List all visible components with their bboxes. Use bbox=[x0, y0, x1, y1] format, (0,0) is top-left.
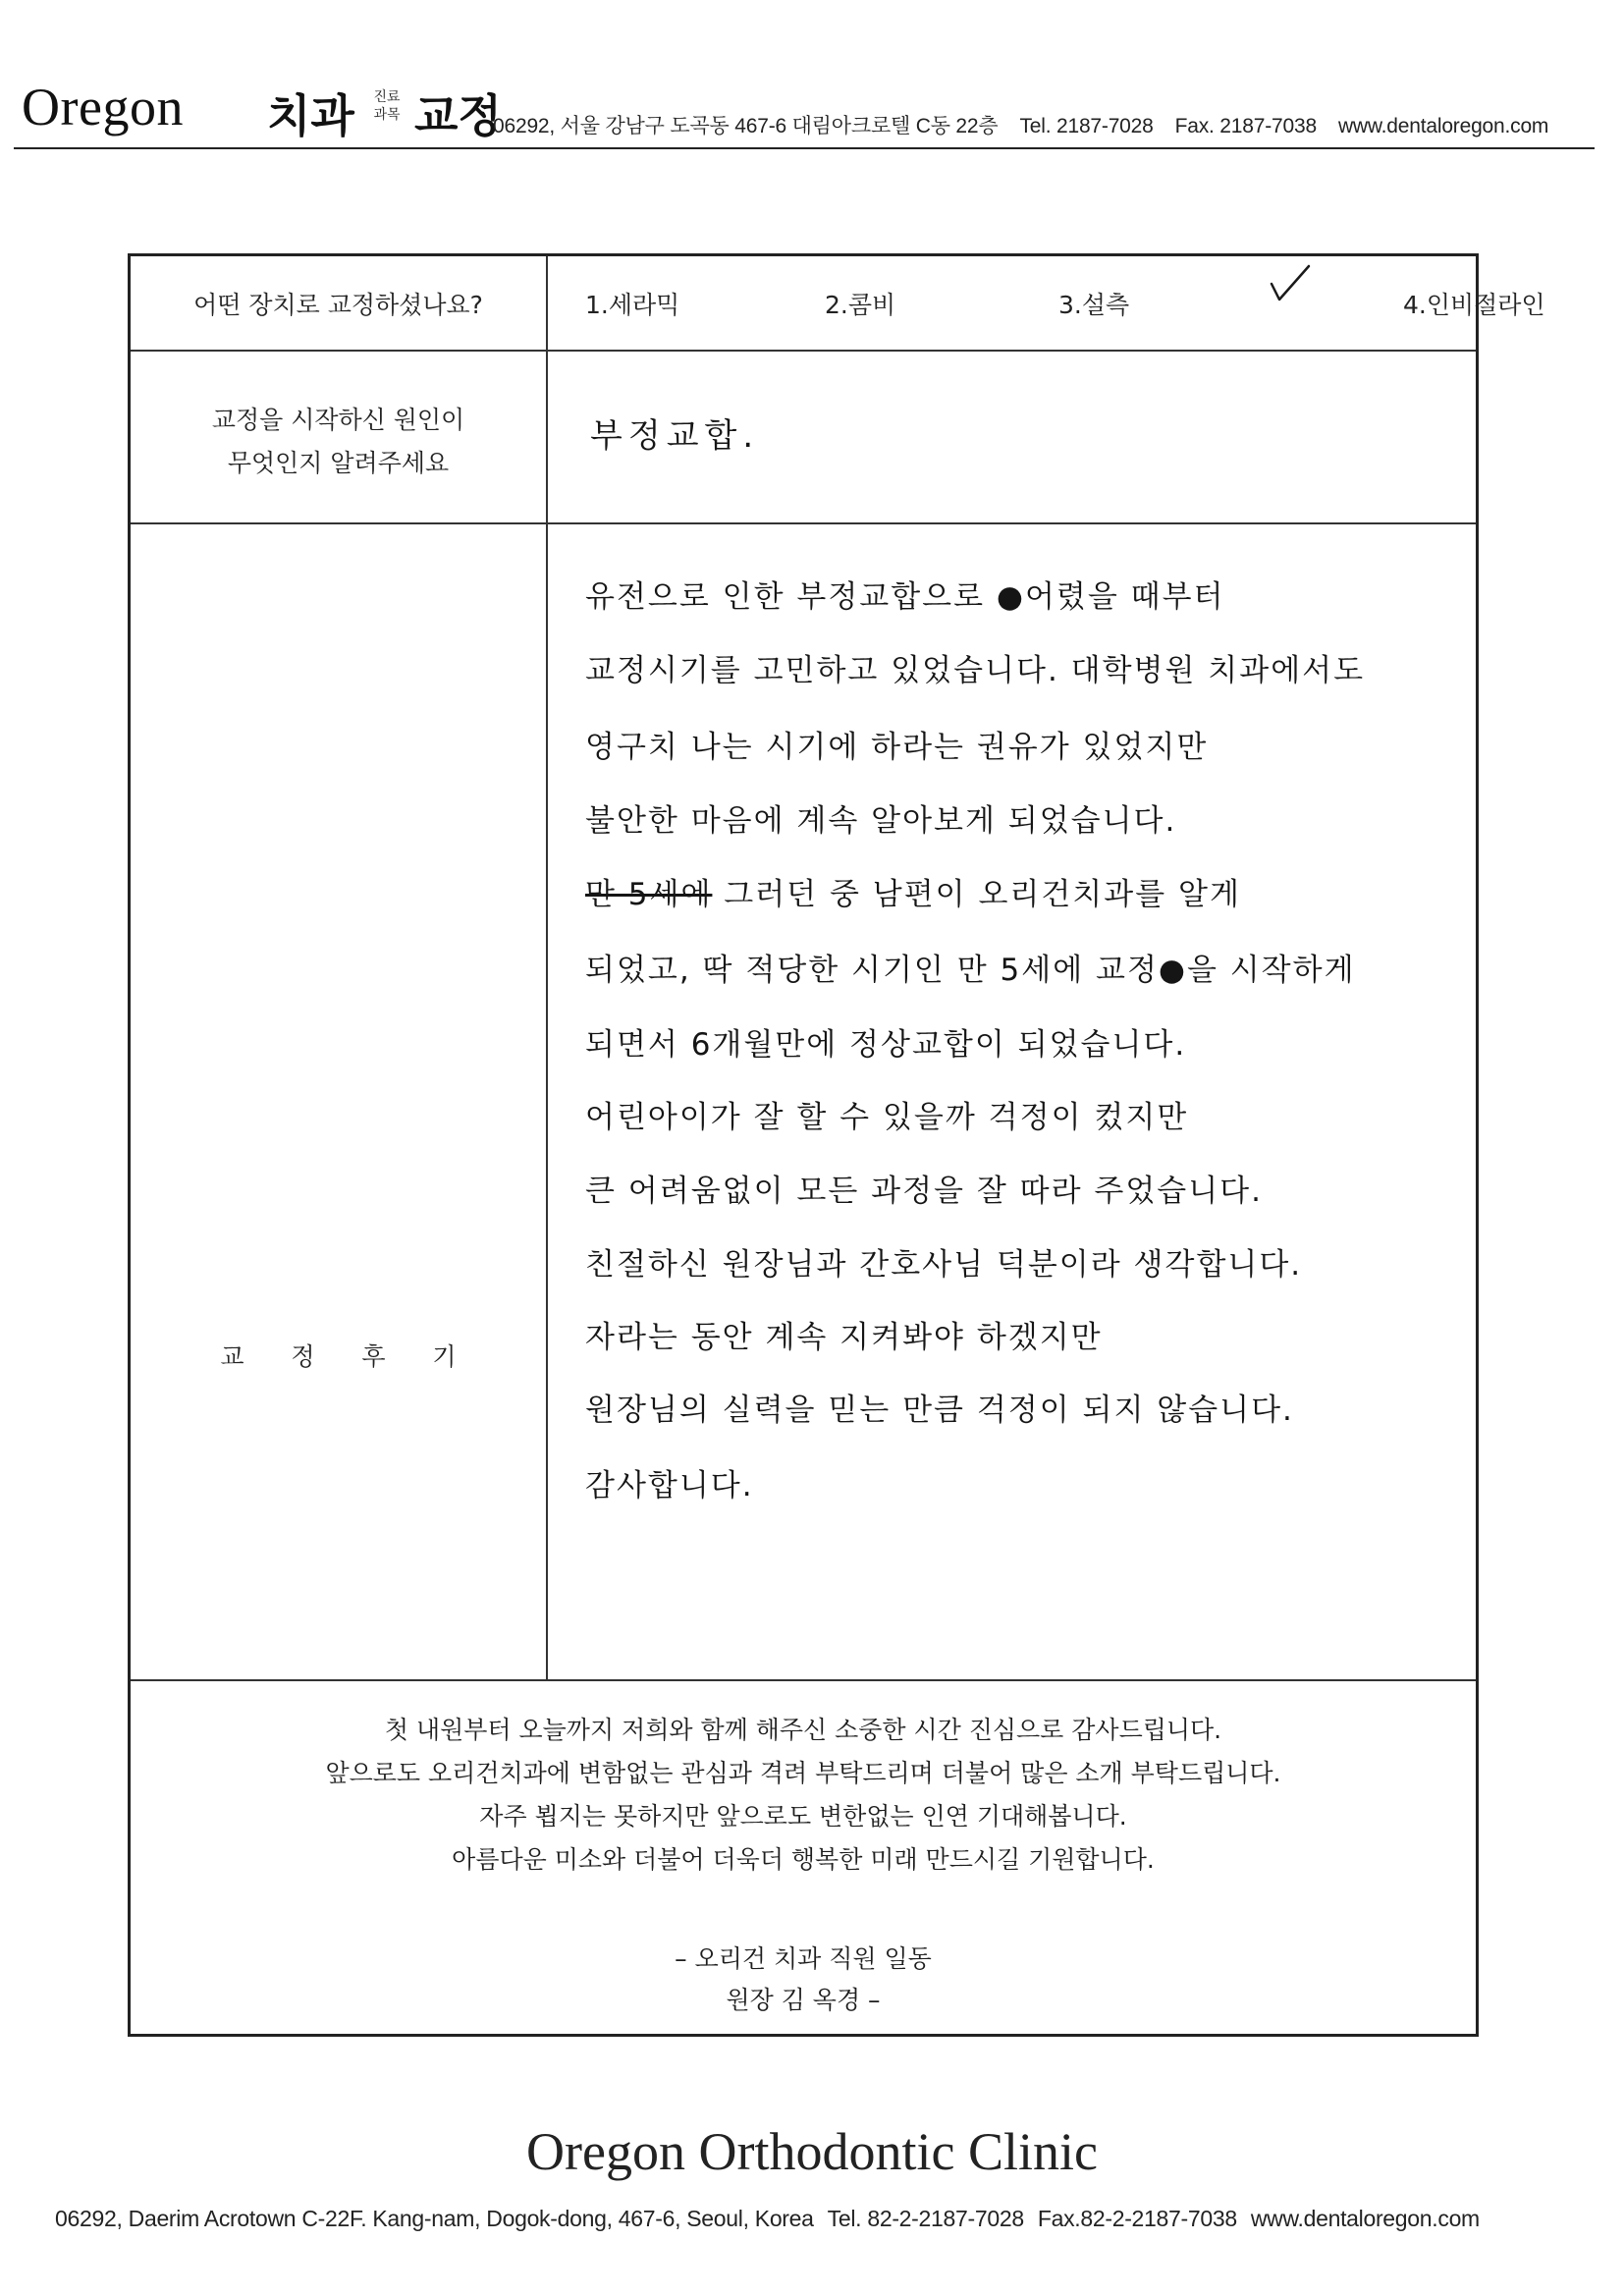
closing-message-row bbox=[131, 1679, 1476, 2034]
closing-line: 첫 내원부터 오늘까지 저희와 함께 해주신 소중한 시간 진심으로 감사드립니다. bbox=[384, 1716, 1222, 1744]
closing-line: 앞으로도 오리건치과에 변함없는 관심과 격려 부탁드리며 더불어 많은 소개 부탁드립니다. bbox=[325, 1759, 1281, 1787]
footer-tel: Tel. 82-2-2187-7028 bbox=[827, 2206, 1024, 2231]
review-line bbox=[585, 869, 1241, 913]
review-line-text: 그러던 중 남편이 오리건치과를 알게 bbox=[724, 877, 1241, 912]
review-line: 교정시기를 고민하고 있었습니다. 대학병원 치과에서도 bbox=[585, 653, 1366, 688]
review-label-char: 후 bbox=[361, 1342, 386, 1371]
footer-website: www.dentaloregon.com bbox=[1250, 2206, 1480, 2231]
option-invisalign[interactable]: 4.인비절라인 bbox=[1403, 291, 1545, 319]
reason-question-row bbox=[131, 350, 1476, 524]
review-line: 유전으로 인한 부정교합으로 ●어렸을 때부터 bbox=[585, 579, 1225, 615]
footer-clinic-name: Oregon Orthodontic Clinic bbox=[526, 2122, 1098, 2181]
staff-signature: – 오리건 치과 직원 일동 bbox=[675, 1944, 932, 1973]
reason-question-label bbox=[131, 399, 546, 485]
department-label-bottom: 과목 bbox=[373, 107, 401, 123]
clinic-logo-ko: 치과 bbox=[267, 89, 354, 142]
director-signature: 원장 김 옥경 – bbox=[726, 1986, 881, 2014]
closing-line: 아름다운 미소와 더불어 더욱더 행복한 미래 만드시길 기원합니다. bbox=[452, 1845, 1155, 1874]
review-line: 자라는 동안 계속 지켜봐야 하겠지만 bbox=[585, 1320, 1103, 1355]
option-ceramic[interactable]: 1.세라믹 bbox=[585, 291, 680, 319]
review-label bbox=[131, 1338, 546, 1373]
closing-message bbox=[131, 1709, 1476, 1882]
header-website: www.dentaloregon.com bbox=[1337, 115, 1549, 137]
clinic-department-label bbox=[369, 88, 405, 124]
department-label-top: 진료 bbox=[373, 89, 401, 105]
header-divider bbox=[14, 147, 1595, 149]
appliance-question-row bbox=[131, 256, 1545, 352]
footer-fax: Fax.82-2-2187-7038 bbox=[1037, 2206, 1237, 2231]
review-label-char: 정 bbox=[291, 1342, 315, 1371]
header-tel: Tel. 2187-7028 bbox=[1019, 115, 1154, 137]
review-line: 큰 어려움없이 모든 과정을 잘 따라 주었습니다. bbox=[585, 1174, 1263, 1209]
signature-block bbox=[131, 1939, 1476, 2021]
appliance-question-label: 어떤 장치로 교정하셨나요? bbox=[193, 291, 483, 319]
crossed-out-text: 만 5세에 bbox=[585, 877, 713, 912]
review-label-char: 교 bbox=[220, 1342, 244, 1371]
review-row bbox=[131, 522, 1476, 1681]
review-line: 되었고, 딱 적당한 시기인 만 5세에 교정●을 시작하게 bbox=[585, 953, 1356, 988]
review-line: 감사합니다. bbox=[585, 1468, 754, 1503]
checkmark-icon bbox=[1268, 262, 1311, 305]
review-line: 원장님의 실력을 믿는 만큼 걱정이 되지 않습니다. bbox=[585, 1393, 1294, 1428]
clinic-logo-en: Oregon bbox=[22, 78, 184, 137]
review-line: 어린아이가 잘 할 수 있을까 걱정이 컸지만 bbox=[585, 1100, 1189, 1135]
reason-answer-handwritten: 부정교합. bbox=[590, 416, 760, 456]
review-label-char: 기 bbox=[432, 1342, 457, 1371]
option-lingual[interactable]: 3.설측 bbox=[1058, 291, 1130, 319]
reason-label-line1: 교정을 시작하신 원인이 bbox=[211, 406, 465, 434]
option-combi[interactable]: 2.콤비 bbox=[825, 291, 896, 319]
reason-label-line2: 무엇인지 알려주세요 bbox=[227, 449, 450, 477]
header-fax: Fax. 2187-7038 bbox=[1174, 115, 1317, 137]
review-line: 되면서 6개월만에 정상교합이 되었습니다. bbox=[585, 1027, 1187, 1063]
header-address: 06292, 서울 강남구 도곡동 467-6 대림아크로텔 C동 22층 bbox=[493, 115, 999, 137]
header-contact bbox=[493, 110, 1570, 139]
clinic-specialty: 교정 bbox=[414, 89, 502, 142]
review-form bbox=[128, 253, 1545, 2037]
review-line: 불안한 마음에 계속 알아보게 되었습니다. bbox=[585, 803, 1177, 839]
review-line: 친절하신 원장님과 간호사님 덕분이라 생각합니다. bbox=[585, 1247, 1303, 1283]
closing-line: 자주 뵙지는 못하지만 앞으로도 변한없는 인연 기대해봅니다. bbox=[479, 1802, 1127, 1831]
review-line: 영구치 나는 시기에 하라는 권유가 있었지만 bbox=[585, 730, 1209, 765]
footer-address: 06292, Daerim Acrotown C-22F. Kang-nam, Dogok-dong, 467-6, Seoul, Korea bbox=[55, 2206, 814, 2231]
letterhead bbox=[14, 67, 1595, 149]
footer-contact bbox=[55, 2206, 1493, 2232]
